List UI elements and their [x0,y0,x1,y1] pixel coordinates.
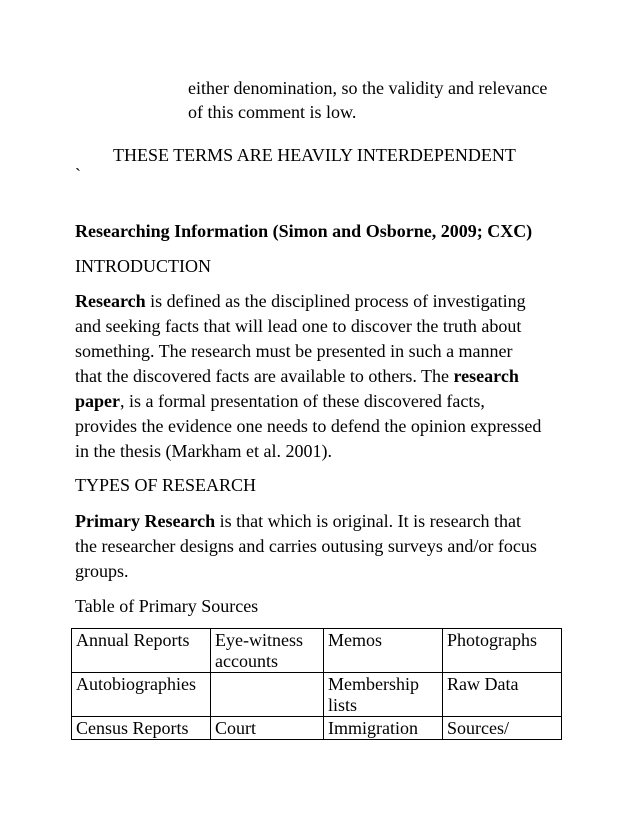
table-cell: Photographs [443,629,562,673]
table-cell: Eye-witness accounts [211,629,324,673]
research-line-1-rest: is defined as the disciplined process of investigating [145,291,526,311]
research-paper-term-a: research [453,366,519,386]
primary-line-2: the researcher designs and carries outusing surveys and/or focus [75,536,537,556]
table-cell: Annual Reports [72,629,211,673]
research-term: Research [75,291,146,311]
research-line-7: in the thesis (Markham et al. 2001). [75,441,332,461]
types-heading: TYPES OF RESEARCH [75,475,257,495]
section-title-text: Researching Information (Simon and Osborne, 2009; CXC) [75,221,533,241]
table-row [72,673,562,717]
primary-research-term: Primary Research [75,511,216,531]
research-line-2: and seeking facts that will lead one to discover the truth about [75,316,522,336]
primary-sources-table [71,628,562,740]
table-cell: Membership lists [324,673,443,717]
table-cell: Immigration [324,717,443,740]
research-paper-term-b: paper [75,391,120,411]
research-line-6: provides the evidence one needs to defend the opinion expressed [75,416,542,436]
table-caption: Table of Primary Sources [75,596,259,616]
quote-line-2: of this comment is low. [188,102,357,122]
primary-line-3: groups. [75,561,129,581]
table-cell: Court [211,717,324,740]
introduction-heading: INTRODUCTION [75,256,211,276]
research-line-3: something. The research must be presented in such a manner [75,341,513,361]
quote-line-1: either denomination, so the validity and relevance [188,78,548,98]
table-cell: Raw Data [443,673,562,717]
table-cell: Sources/ [443,717,562,740]
research-line-1 [75,289,575,314]
interdependent-heading: THESE TERMS ARE HEAVILY INTERDEPENDENT [113,145,516,165]
table-row [72,717,562,740]
primary-paragraph [75,509,575,584]
table-cell: Memos [324,629,443,673]
stray-mark: ` [75,165,81,185]
table-cell: Autobiographies [72,673,211,717]
section-title [75,219,532,243]
research-line-5-rest: , is a formal presentation of these discovered facts, [120,391,485,411]
primary-line-1 [75,509,575,534]
primary-line-1-rest: is that which is original. It is research that [215,511,522,531]
table-cell [211,673,324,717]
table-row [72,629,562,673]
research-paragraph [75,289,575,464]
research-line-5 [75,389,575,414]
research-line-4-rest: that the discovered facts are available to others. The [75,366,454,386]
table-cell: Census Reports [72,717,211,740]
research-line-4 [75,364,575,389]
